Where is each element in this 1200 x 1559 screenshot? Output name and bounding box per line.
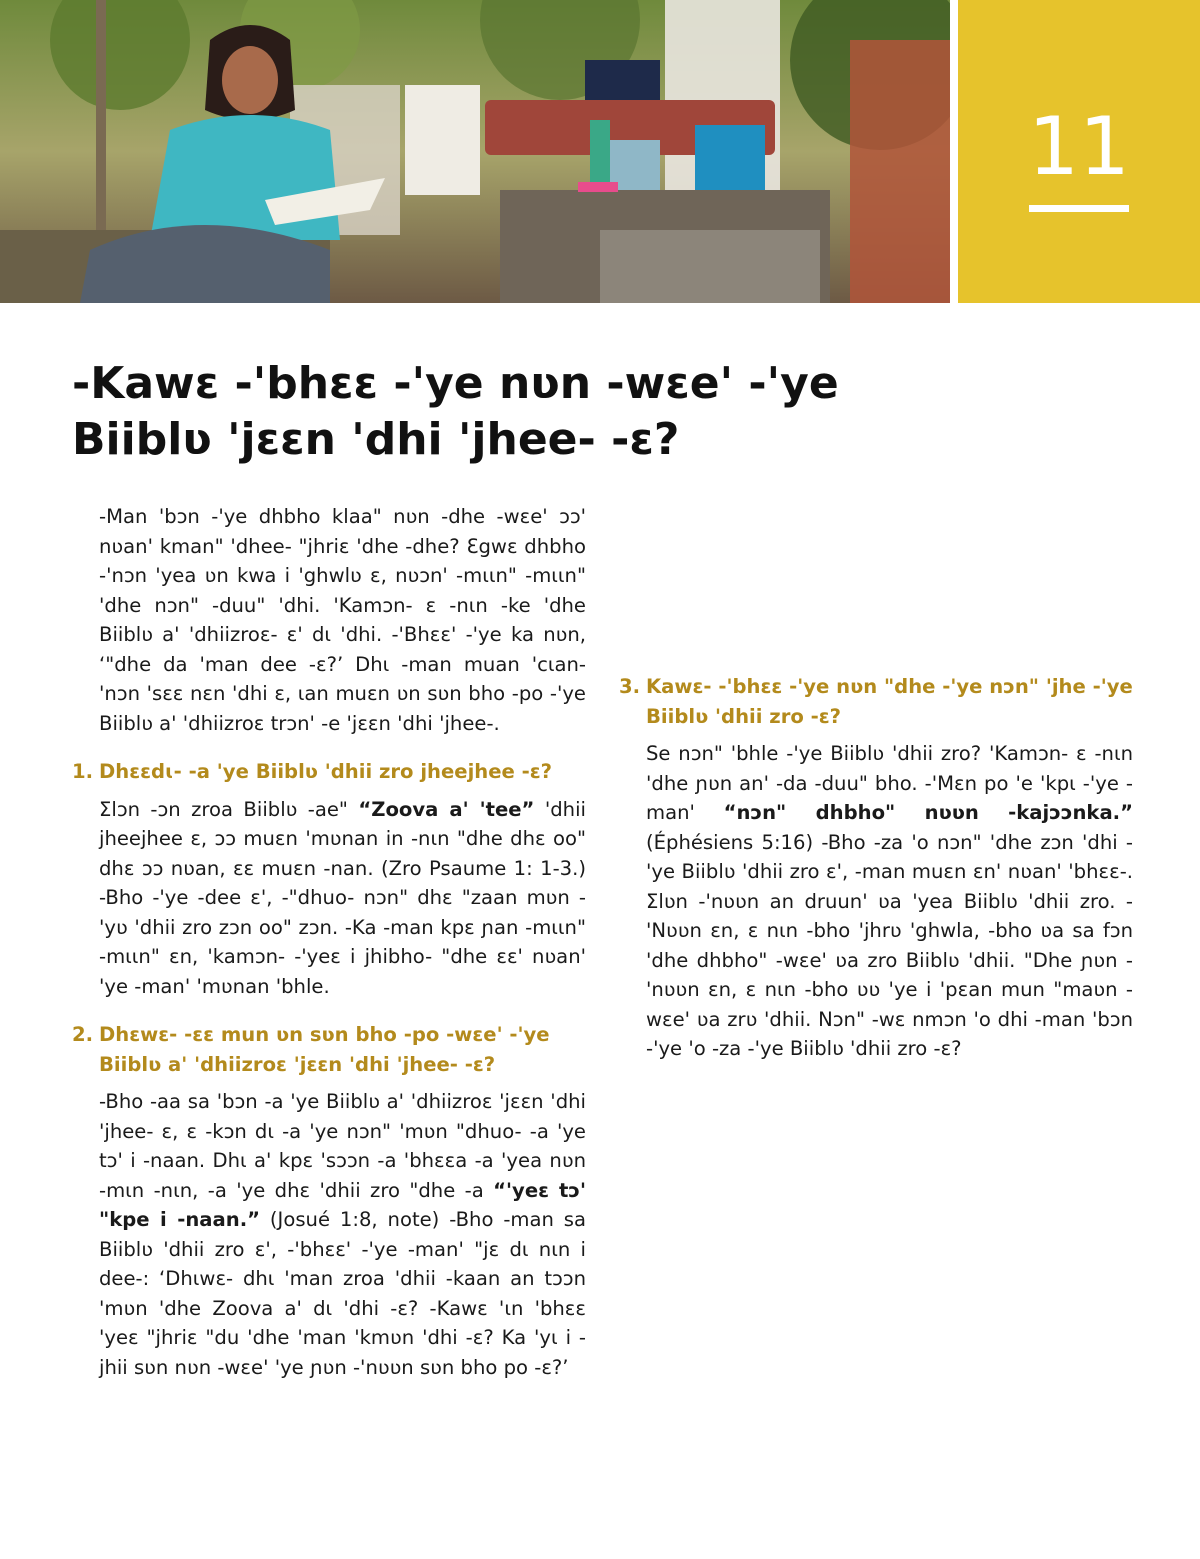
question-3-heading xyxy=(619,672,1133,731)
left-column xyxy=(72,502,586,1559)
intro-paragraph: -Man 'bɔn -'ye dhbho klaa" nʋn -dhe -wɛe' ɔɔ' nʋan' kman" 'dhee- "jhriɛ 'dhe -dhe? Ɛgwɛ dhbho -'nɔn 'yea ʋn kwa i 'ghwlʋ ɛ, nʋɔn' -mɩɩn" -mɩɩn" 'dhe nɔn" -duu" 'dhi. 'Kamɔn- ɛ -nɩn -ke 'dhe Biiblʋ a' 'dhiizroɛ- ɛ' dɩ 'dhi. -'Bhɛɛ' -'ye ka nʋn, ‘"dhe da 'man dee -ɛ?’ Dhɩ -man muan 'cɩan- 'nɔn 'sɛɛ nɛn 'dhi ɛ, ɩan muɛn ʋn sʋn bho -po -'ye Biiblʋ a' 'dhiizroɛ trɔn' -e 'jɛɛn 'dhi 'jhee-. xyxy=(99,505,586,735)
lesson-number: 11 xyxy=(1028,100,1130,193)
hero-photo-woman-reading-bible xyxy=(0,0,950,303)
question-2-heading xyxy=(72,1020,586,1079)
question-2-continued xyxy=(619,502,1133,650)
question-2-emphasis: “'yeɛ tɔ' "kpe i -naan.” xyxy=(99,1178,586,1231)
question-1-number: 1. xyxy=(72,760,94,783)
question-3-emphasis: “nɔn" dhbho" nʋʋn -kajɔɔnka.” xyxy=(723,801,1133,824)
question-2-text: Dhɛwɛ- -ɛɛ mun ʋn sʋn bho -po -wɛe' -'ye Biiblʋ a' 'dhiizroɛ 'jɛɛn 'dhi 'jhee- -ɛ? xyxy=(99,1023,550,1076)
question-2-number: 2. xyxy=(72,1023,94,1046)
question-3-number: 3. xyxy=(619,675,641,698)
question-1-emphasis: “Zoova a' 'tee” xyxy=(358,797,535,821)
question-1-paragraph: Ʃlɔn -ɔn zroa Biiblʋ -ae" “Zoova a' 'tee” 'dhii jheejhee ɛ, ɔɔ muɛn 'mʋnan in -nɩn "dhe dhɛ oo" dhɛ ɔɔ nʋan, ɛɛ muɛn -nan. (Zro Psaume 1: 1-3.) -Bho -'ye -dee ɛ', -"dhuo- nɔn" dhɛ "zaan mʋn -'yʋ 'dhii zro zɔn oo" zɔn. -Ka -man kpɛ ɲan -mɩɩn" -mɩɩn" ɛn, 'kamɔn- -'yeɛ i jhibho- "dhe ɛɛ' nʋan' 'ye -man' 'mʋnan 'bhle. xyxy=(99,797,586,998)
question-1-text: Dhɛɛdɩ- -a 'ye Biiblʋ 'dhii zro jheejhee -ɛ? xyxy=(99,760,553,783)
question-3-paragraph: Se nɔn" 'bhle -'ye Biiblʋ 'dhii zro? 'Kamɔn- ɛ -nɩn 'dhe ɲʋn an' -da -duu" bho. -'Mɛn po 'e 'kpɩ -'ye -man' “nɔn" dhbho" nʋʋn -kajɔɔnka.” (Éphésiens 5:16) -Bho -za 'o nɔn" 'dhe zɔn 'dhi -'ye Biiblʋ 'dhii zro ɛ', -man muɛn ɛn' nʋan' 'bhɛɛ-. Ʃlʋn -'nʋʋn an druun' ʋa 'yea Biiblʋ 'dhii zro. -'Nʋʋn ɛn, ɛ nɩn -bho 'jhrʋ 'ghwla, -bho ʋa sa fɔn 'dhe dhbho" -wɛe' ʋa zro Biiblʋ 'dhii. "Dhe ɲʋn -'nʋʋn ɛn, ɛ nɩn -bho ʋʋ 'ye i 'pɛan mun "maʋn -wɛe' ʋa zrʋ 'dhii. Nɔn" -wɛ nmɔn 'o dhi -man 'bɔn -'ye 'o -za -'ye Biiblʋ 'dhii zro -ɛ? xyxy=(646,742,1133,1060)
question-1-heading xyxy=(72,757,586,787)
right-column xyxy=(619,502,1133,1064)
question-2-paragraph: -Bho -aa sa 'bɔn -a 'ye Biiblʋ a' 'dhiizroɛ 'jɛɛn 'dhi 'jhee- ɛ, ɛ -kɔn dɩ -a 'ye nɔn" 'mʋn "dhuo- -a 'ye tɔ' i -naan. Dhɩ a' kpɛ 'sɔɔn -a 'bhɛɛa -a 'yea nʋn -mɩn -nɩn, -a 'ye dhɛ 'dhii zro "dhe -a “'yeɛ tɔ' "kpe i -naan.” (Josué 1:8, note) -Bho -man sa Biiblʋ 'dhii zro ɛ', -'bhɛɛ' -'ye -man' "jɛ dɩ nɩn i dee-: ‘Dhɩwɛ- dhɩ 'man zroa 'dhii -kaan an tɔɔn 'mʋn 'dhe Zoova a' dɩ 'dhi -ɛ? -Kawɛ 'ɩn 'bhɛɛ 'yeɛ "jhriɛ "du 'dhe 'man 'kmʋn 'dhi -ɛ? Ka 'yɩ i -jhii sʋn nʋn -wɛe' 'ye ɲʋn -'nʋʋn sʋn bho po -ɛ?’ xyxy=(99,1090,586,1379)
page-title: -Kawɛ -'bhɛɛ -'ye nʋn -wɛe' -'ye Biiblʋ 'jɛɛn 'dhi 'jhee- -ɛ? xyxy=(72,358,839,465)
hero-illustration xyxy=(0,0,950,303)
question-3-text: Kawɛ- -'bhɛɛ -'ye nʋn "dhe -'ye nɔn" 'jhe -'ye Biiblʋ 'dhii zro -ɛ? xyxy=(646,675,1133,728)
lesson-number-underline xyxy=(1029,205,1129,212)
lesson-number-box xyxy=(958,0,1200,303)
question-2-flow-frame xyxy=(72,1079,586,1559)
